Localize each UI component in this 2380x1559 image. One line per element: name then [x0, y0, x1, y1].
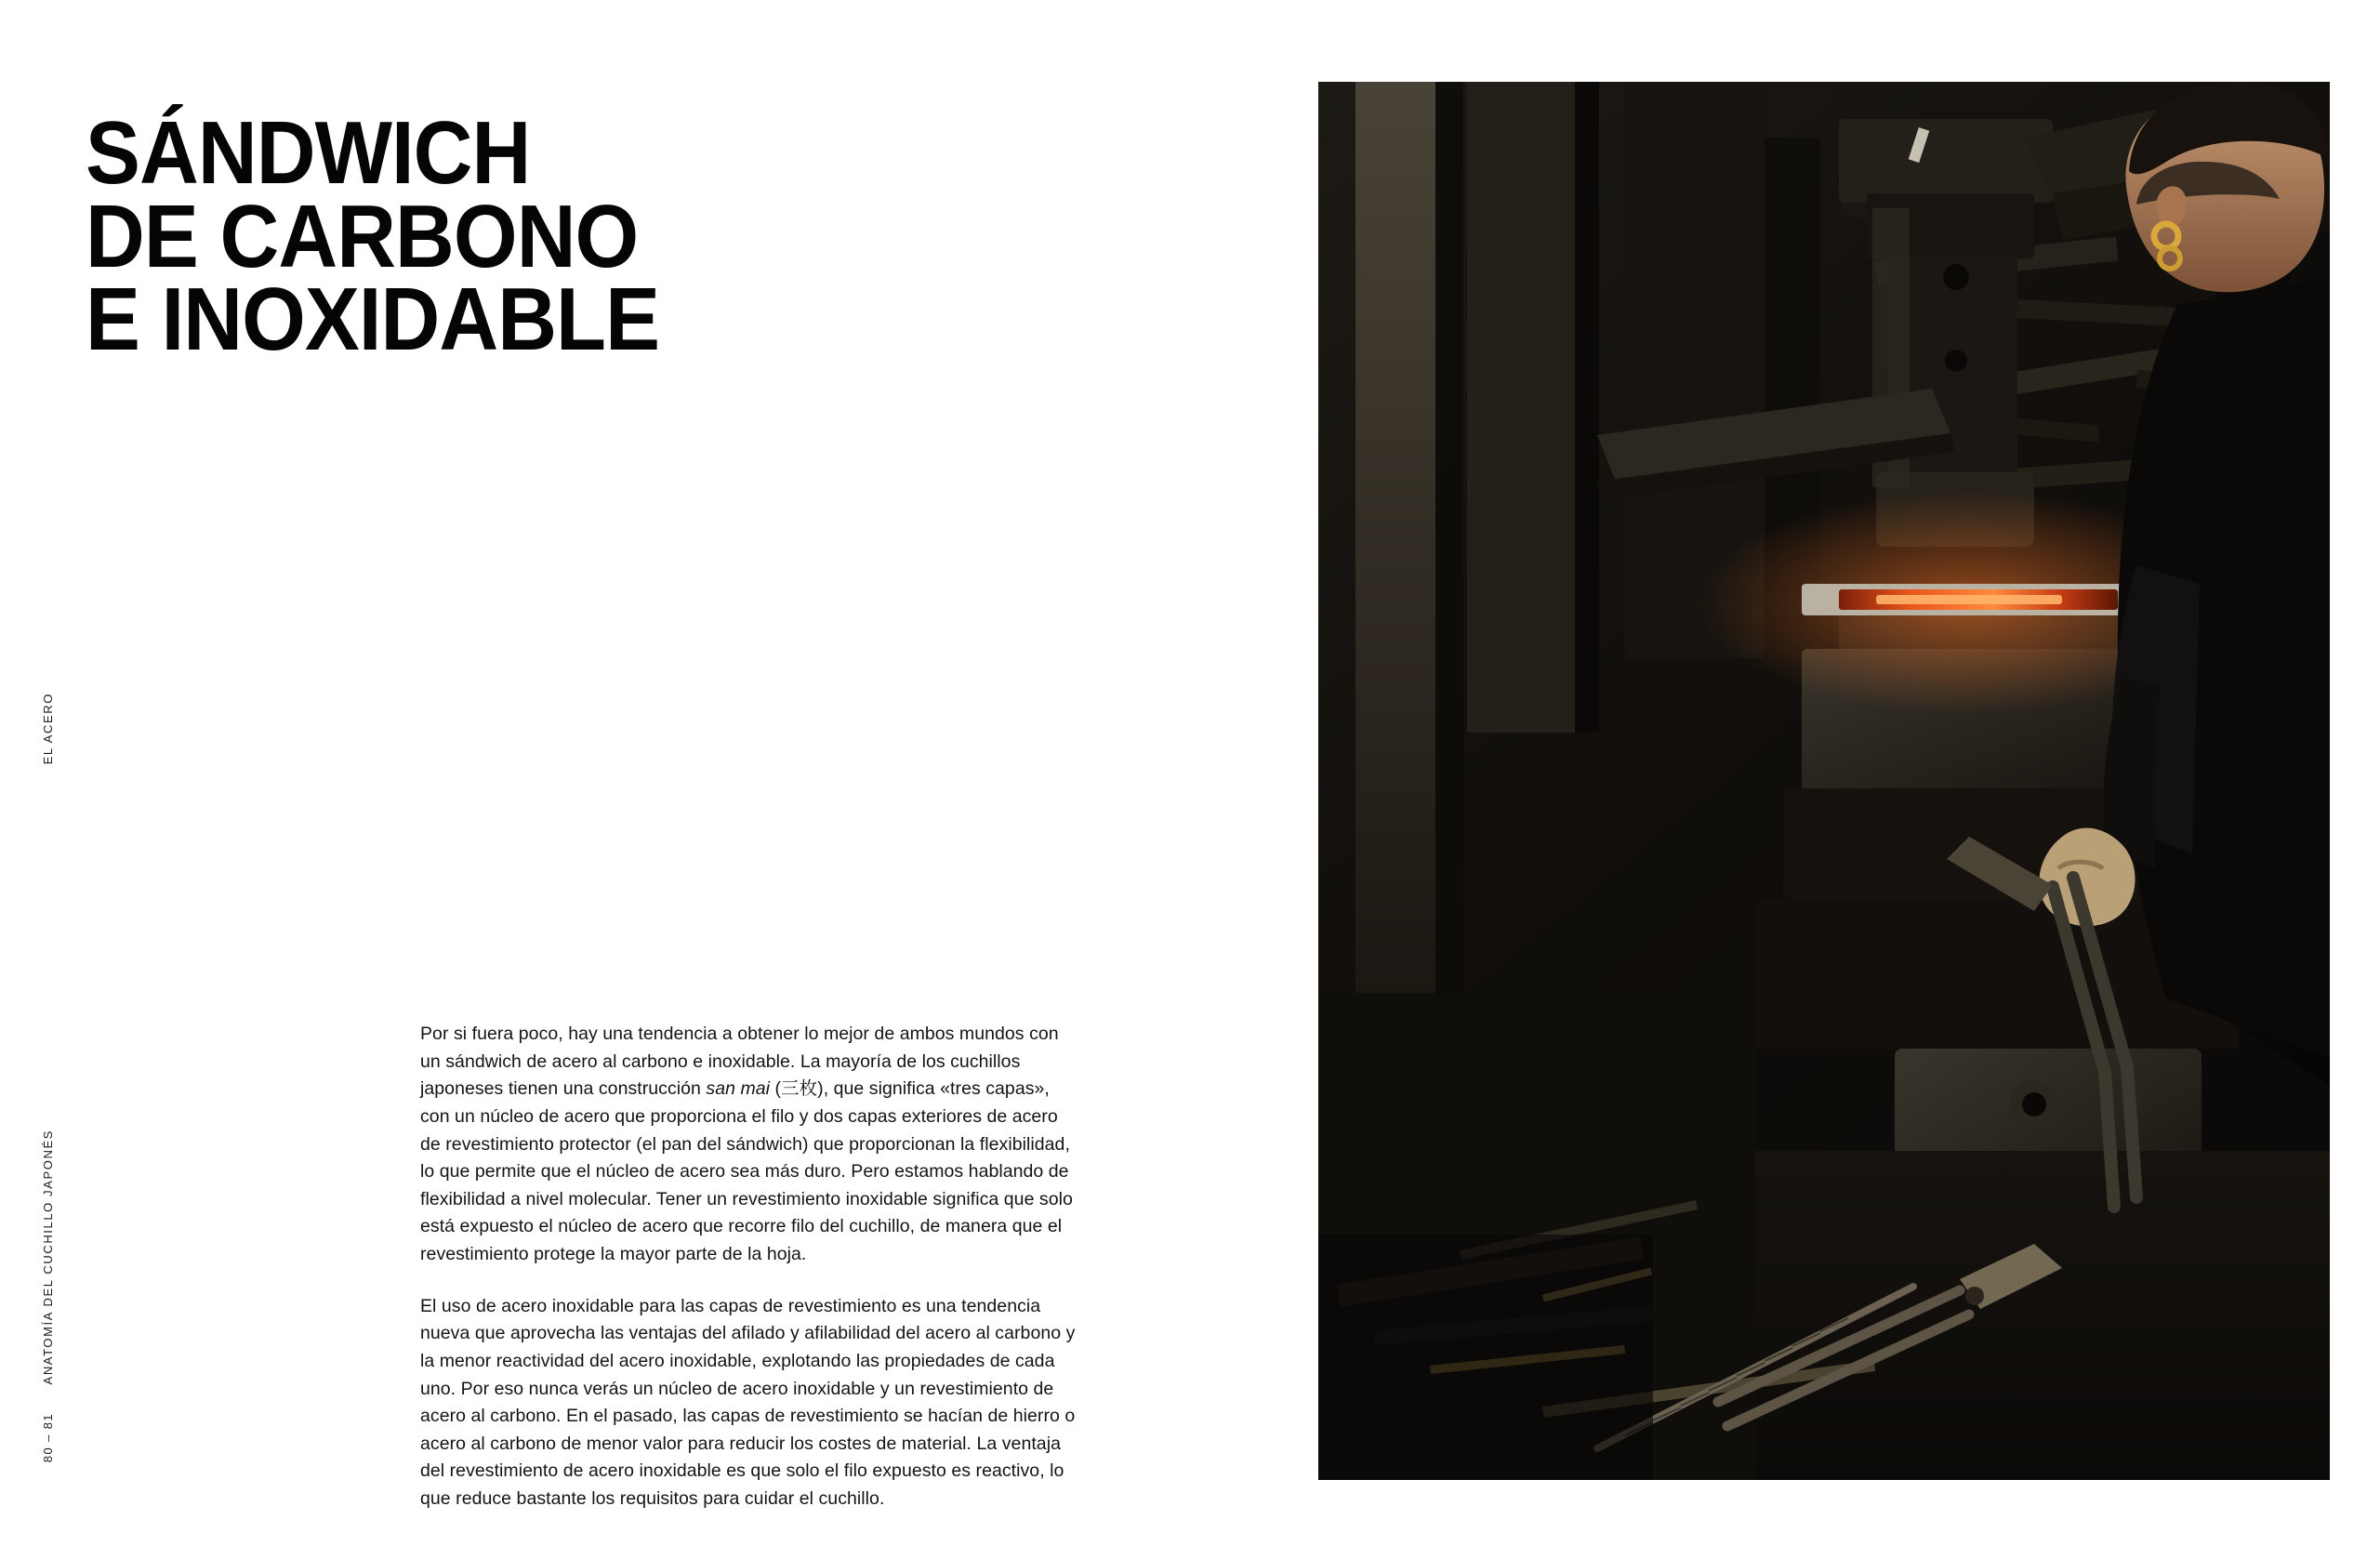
page-title [86, 103, 735, 369]
page-folio: 80 – 81 [41, 1413, 55, 1463]
running-head-book-title: ANATOMÍA DEL CUCHILLO JAPONÉS [41, 1130, 55, 1385]
page-title-line-1: SÁNDWICH [86, 103, 531, 204]
page-title-line-3: E INOXIDABLE [86, 269, 660, 369]
running-head-section: EL ACERO [41, 693, 55, 765]
forge-photograph-image [1318, 82, 2330, 1480]
body-paragraph-1: Por si fuera poco, hay una tendencia a obtener lo mejor de ambos mundos con un sándwich de acero al carbono e inoxidable. La mayoría de los cuchillos japoneses tienen una construcción san mai (三枚), que significa «tres capas», con un núcleo de acero que proporciona el filo y dos capas exteriores de acero de revestimiento protector (el pan del sándwich) que proporcionan la flexibilidad, lo que permite que el núcleo de acero sea más duro. Pero estamos hablando de flexibilidad a nivel molecular. Tener un revestimiento inoxidable significa que solo está expuesto el núcleo de acero que recorre filo del cuchillo, de manera que el revestimiento protege la mayor parte de la hoja. [420, 1024, 1073, 1264]
body-paragraph-2: El uso de acero inoxidable para las capas de revestimiento es una tendencia nueva que aprovecha las ventajas del afilado y afilabilidad del acero al carbono y la menor reactividad del acero inoxidable, explotando las propiedades de cada uno. Por eso nunca verás un núcleo de acero inoxidable y un revestimiento de acero al carbono. En el pasado, las capas de revestimiento se hacían de hierro o acero al carbono de menor valor para reducir los costes de material. La ventaja del revestimiento de acero inoxidable es que solo el filo expuesto es reactivo, lo que reduce bastante los requisitos para cuidar el cuchillo. [420, 1295, 1076, 1509]
page-title-line-2: DE CARBONO [86, 186, 639, 286]
forge-photograph [1318, 82, 2330, 1480]
body-text-column [420, 1021, 1082, 1513]
